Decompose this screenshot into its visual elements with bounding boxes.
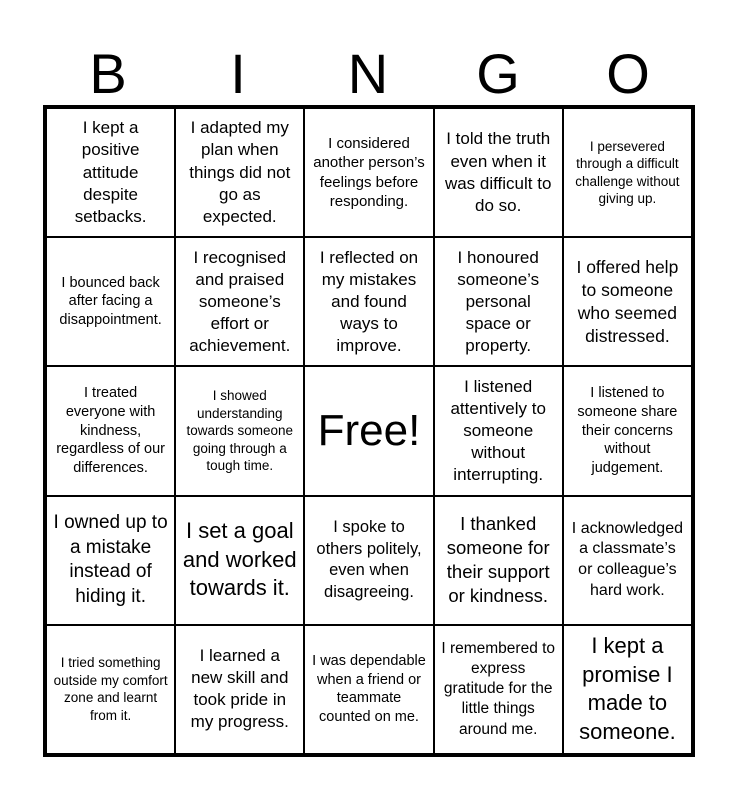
free-space-cell[interactable] bbox=[304, 366, 433, 495]
bingo-cell-text: I was dependable when a friend or teammate counted on me. bbox=[312, 652, 426, 726]
bingo-cell-text: I remembered to express gratitude for the little things around me. bbox=[441, 640, 556, 738]
bingo-cell-text: I showed understanding towards someone going through a tough time. bbox=[186, 388, 294, 474]
bingo-cell[interactable] bbox=[434, 496, 563, 625]
bingo-cell[interactable] bbox=[563, 366, 692, 495]
bingo-cell[interactable] bbox=[46, 496, 175, 625]
bingo-cell-text: I offered help to someone who seemed distressed. bbox=[576, 257, 679, 346]
bingo-cell[interactable] bbox=[434, 625, 563, 754]
bingo-cell[interactable] bbox=[304, 108, 433, 237]
bingo-cell-text: I listened attentively to someone without interrupting. bbox=[450, 376, 546, 485]
bingo-cell-text: I listened to someone share their concerns without judgement. bbox=[577, 384, 678, 477]
bingo-cell[interactable] bbox=[175, 366, 304, 495]
bingo-cell[interactable] bbox=[46, 108, 175, 237]
bingo-cell-text: I bounced back after facing a disappointment. bbox=[59, 274, 162, 329]
bingo-cell[interactable] bbox=[46, 366, 175, 495]
bingo-cell-text: I reflected on my mistakes and found ways to improve. bbox=[319, 247, 419, 355]
header-letter-b: B bbox=[89, 42, 127, 105]
header-letter-i: I bbox=[230, 42, 246, 105]
bingo-cell-text: I considered another person’s feelings before responding. bbox=[313, 134, 425, 211]
bingo-header bbox=[43, 44, 693, 104]
bingo-cell[interactable] bbox=[434, 237, 563, 366]
bingo-cell[interactable] bbox=[175, 108, 304, 237]
bingo-cell[interactable] bbox=[175, 237, 304, 366]
bingo-cell[interactable] bbox=[434, 108, 563, 237]
bingo-cell-text: I kept a positive attitude despite setbacks. bbox=[74, 118, 147, 226]
bingo-cell[interactable] bbox=[304, 496, 433, 625]
bingo-cell[interactable] bbox=[304, 625, 433, 754]
bingo-cell-text: I set a goal and worked towards it. bbox=[182, 518, 297, 601]
header-letter-n: N bbox=[347, 42, 389, 105]
bingo-cell-text: I persevered through a difficult challenge without giving up. bbox=[575, 138, 680, 207]
bingo-card-grid bbox=[43, 105, 695, 757]
bingo-cell[interactable] bbox=[175, 496, 304, 625]
bingo-cell-text: I told the truth even when it was difficult to do so. bbox=[444, 129, 552, 215]
bingo-cell[interactable] bbox=[304, 237, 433, 366]
bingo-cell-text: I tried something outside my comfort zone and learnt from it. bbox=[53, 655, 168, 723]
bingo-cell[interactable] bbox=[563, 496, 692, 625]
bingo-cell[interactable] bbox=[434, 366, 563, 495]
bingo-cell-text: I thanked someone for their support or kindness. bbox=[446, 513, 550, 607]
bingo-cell-text: I acknowledged a classmate’s or colleague’s hard work. bbox=[571, 519, 683, 599]
bingo-cell-text: I honoured someone’s personal space or property. bbox=[457, 247, 540, 355]
bingo-cell[interactable] bbox=[563, 625, 692, 754]
header-letter-o: O bbox=[606, 42, 650, 105]
bingo-cell-text: I adapted my plan when things did not go as expected. bbox=[189, 118, 291, 226]
bingo-cell-text: I learned a new skill and took pride in my progress. bbox=[190, 646, 289, 732]
bingo-cell-text: I owned up to a mistake instead of hiding it. bbox=[53, 511, 168, 607]
bingo-cell-text: I spoke to others politely, even when disagreeing. bbox=[316, 518, 422, 601]
bingo-cell[interactable] bbox=[46, 237, 175, 366]
bingo-cell[interactable] bbox=[175, 625, 304, 754]
bingo-cell[interactable] bbox=[563, 237, 692, 366]
free-space-label: Free! bbox=[317, 405, 421, 455]
bingo-cell[interactable] bbox=[563, 108, 692, 237]
header-letter-g: G bbox=[476, 42, 520, 105]
bingo-cell-text: I kept a promise I made to someone. bbox=[579, 633, 676, 744]
bingo-cell-text: I recognised and praised someone’s effort or achievement. bbox=[189, 247, 291, 355]
bingo-cell-text: I treated everyone with kindness, regardless of our differences. bbox=[56, 384, 165, 477]
bingo-cell[interactable] bbox=[46, 625, 175, 754]
